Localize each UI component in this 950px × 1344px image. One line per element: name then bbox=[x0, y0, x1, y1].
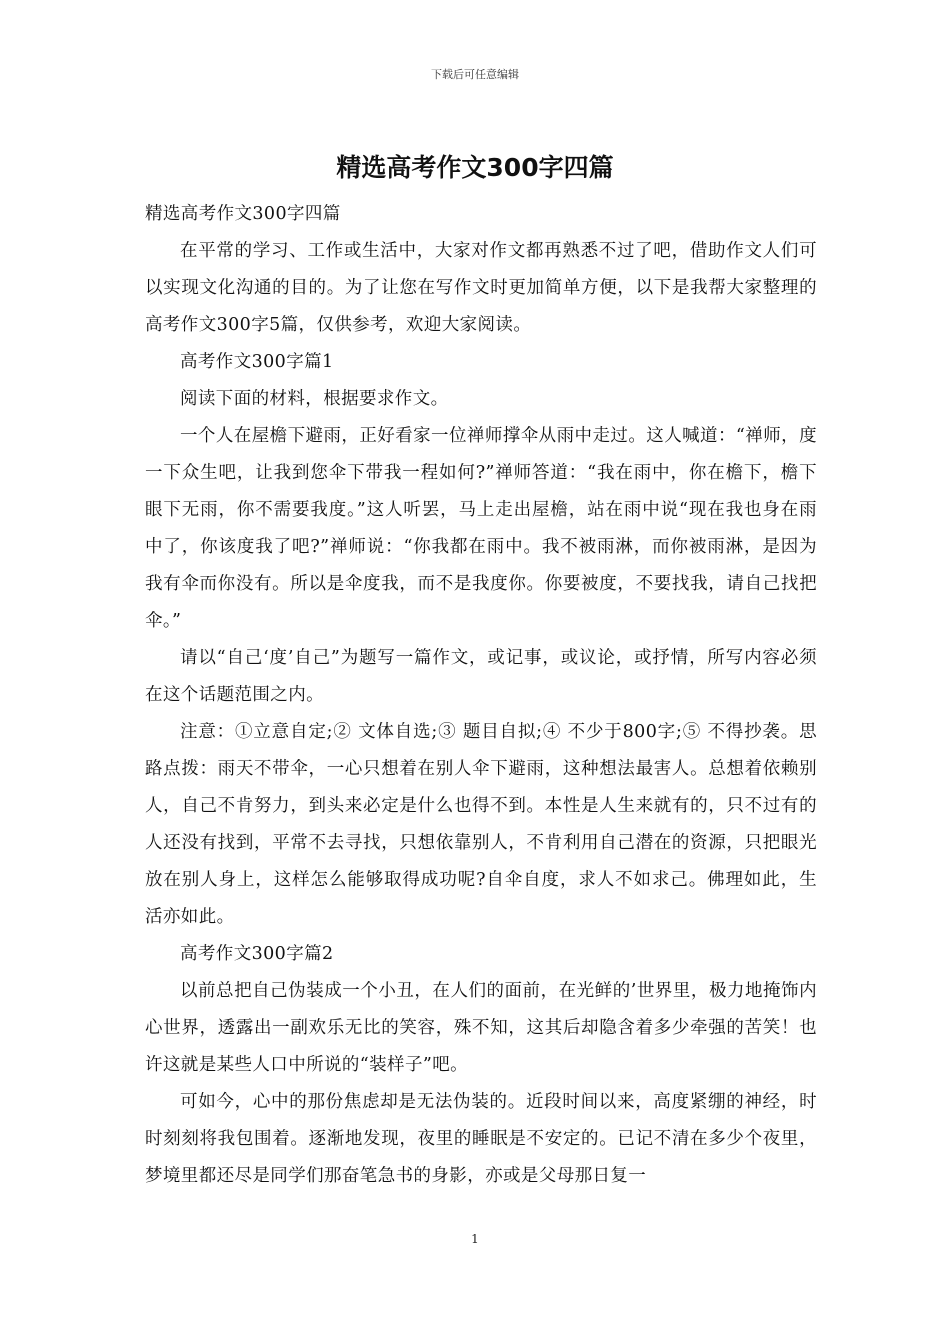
paragraph: 可如今，心中的那份焦虑却是无法伪装的。近段时间以来，高度紧绷的神经，时时刻刻将我包围着。逐渐地发现，夜里的睡眠是不安定的。已记不清在多少个夜里，梦境里都还尽是同学们那奋笔急书的身影，亦或是父母那日复一 bbox=[145, 1092, 817, 1186]
section-heading-2: 高考作文300字篇2 bbox=[180, 944, 334, 964]
page-number: 1 bbox=[471, 1232, 479, 1246]
page-header-note: 下载后可任意编辑 bbox=[431, 68, 519, 81]
document-title: 精选高考作文300字四篇 bbox=[336, 153, 614, 182]
paragraph: 阅读下面的材料，根据要求作文。 bbox=[180, 389, 449, 409]
paragraph-intro: 在平常的学习、工作或生活中，大家对作文都再熟悉不过了吧，借助作文人们可以实现文化沟通的目的。为了让您在写作文时更加简单方便，以下是我帮大家整理的高考作文300字5篇，仅供参考，欢迎大家阅读。 bbox=[145, 241, 817, 335]
paragraph: 请以“自己‘度’自己”为题写一篇作文，或记事，或议论，或抒情，所写内容必须在这个话题范围之内。 bbox=[145, 648, 817, 705]
document-body bbox=[145, 196, 817, 1195]
section-heading-1: 高考作文300字篇1 bbox=[180, 352, 334, 372]
paragraph: 以前总把自己伪装成一个小丑，在人们的面前，在光鲜的’世界里，极力地掩饰内心世界，透露出一副欢乐无比的笑容，殊不知，这其后却隐含着多少牵强的苦笑！也许这就是某些人口中所说的“装样子”吧。 bbox=[145, 981, 817, 1075]
paragraph-subtitle: 精选高考作文300字四篇 bbox=[145, 204, 341, 224]
paragraph: 一个人在屋檐下避雨，正好看家一位禅师撑伞从雨中走过。这人喊道：“禅师，度一下众生吧，让我到您伞下带我一程如何?”禅师答道：“我在雨中，你在檐下，檐下眼下无雨，你不需要我度。”这人听罢，马上走出屋檐，站在雨中说“现在我也身在雨中了，你该度我了吧?”禅师说：“你我都在雨中。我不被雨淋，而你被雨淋，是因为我有伞而你没有。所以是伞度我，而不是我度你。你要被度，不要找我，请自己找把伞。” bbox=[145, 426, 817, 631]
paragraph: 注意：①立意自定;② 文体自选;③ 题目自拟;④ 不少于800字;⑤ 不得抄袭。思路点拨：雨天不带伞，一心只想着在别人伞下避雨，这种想法最害人。总想着依赖别人，自己不肯努力，到头来必定是什么也得不到。本性是人生来就有的，只不过有的人还没有找到，平常不去寻找，只想依靠别人，不肯利用自己潜在的资源，只把眼光放在别人身上，这样怎么能够取得成功呢?自伞自度，求人不如求己。佛理如此，生活亦如此。 bbox=[145, 722, 817, 927]
